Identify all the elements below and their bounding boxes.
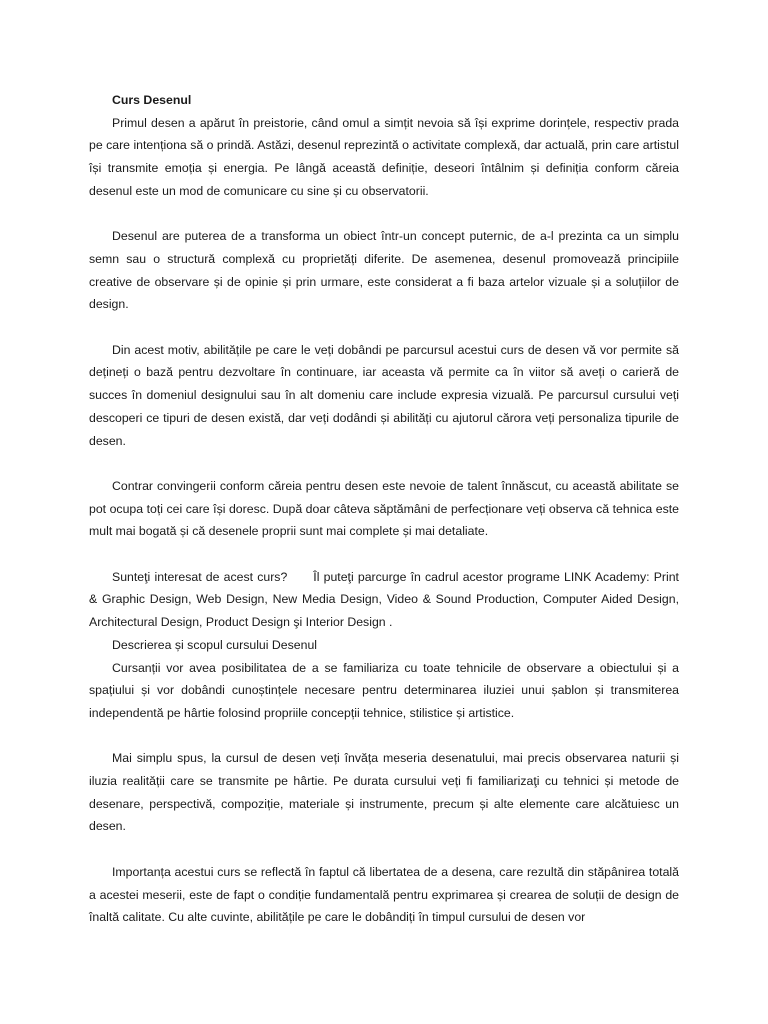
paragraph-talent: Contrar convingerii conform căreia pentru desen este nevoie de talent înnăscut, cu această abilitate se pot ocupa toți cei care își doresc. După doar câteva săptămâni de perfecționare veți observa că tehnica este mult mai bogată și că desenele proprii sunt mai complete și mai detaliate. [89,478,679,539]
paragraph-programs [89,566,679,634]
paragraph-intro: Primul desen a apărut în preistorie, când omul a simțit nevoia să își exprime dorințele, respectiv prada pe care intenționa să o prindă. Astăzi, desenul reprezintă o activitate complexă, dar actuală, prin care artistul își transmite emoția și energia. Pe lângă această definiție, deseori întâlnim și definiția conform căreia desenul este un mod de comunicare cu sine și cu observatorii. [89,115,679,198]
document-title: Curs Desenul [112,93,192,107]
section-heading-description: Descrierea și scopul cursului Desenul [112,637,318,652]
paragraph-gap [89,838,679,861]
paragraph-motive: Din acest motiv, abilitățile pe care le veți dobândi pe parcursul acestui curs de desen vă vor permite să dețineți o bază pentru dezvoltare în continuare, iar aceasta vă permite ca în viitor să aveți o carieră de succes în domeniul designului sau în alt domeniu care include expresia vizuală. Pe parcursul cursului veți descoperi ce tipuri de desen există, dar veți dodândi și abilități cu ajutorul cărora veți personaliza tipurile de desen. [89,342,679,448]
paragraph-gap [89,316,679,339]
programs-question: Sunteţi interesat de acest curs? [112,569,288,584]
paragraph-trainees: Cursanții vor avea posibilitatea de a se familiariza cu toate tehnicile de observare a obiectului și a spațiului și vor dobândi cunoștințele necesare pentru determinarea iluziei unui șablon și transmiterea independentă pe hârtie folosind propriile concepții tehnice, stilistice și artistice. [89,660,679,720]
document-page [89,89,679,929]
programs-list: Îl puteţi parcurge în cadrul acestor programe LINK Academy: Print & Graphic Design, Web Design, New Media Design, Video & Sound Production, Computer Aided Design, Architectural Design, Product Design şi Interior Design . [89,569,679,630]
paragraph-importance: Importanța acestui curs se reflectă în faptul că libertatea de a desena, care rezultă din stăpânirea totală a acestei meserii, este de fapt o condiție fundamentală pentru exprimarea și crearea de soluții de design de înaltă calitate. Cu alte cuvinte, abilitățile pe care le dobândiți în timpul cursului de desen vor [89,864,679,925]
paragraph-simply: Mai simplu spus, la cursul de desen veți învăța meseria desenatului, mai precis observarea naturii și iluzia realității care se transmite pe hârtie. Pe durata cursului veți fi familiarizaţi cu tehnici și metode de desenare, perspectivă, compoziție, materiale și instrumente, precum și alte elemente care alcătuiesc un desen. [89,751,679,834]
paragraph-gap [89,725,679,748]
paragraph-gap [89,452,679,475]
paragraph-power: Desenul are puterea de a transforma un obiect într-un concept puternic, de a-l prezinta ca un simplu semn sau o structură complexă cu proprietăți diferite. De asemenea, desenul promovează principiile creative de observare și de opinie și prin urmare, este considerat a fi baza artelor vizuale și a soluțiilor de design. [89,229,679,312]
paragraph-gap [89,203,679,226]
paragraph-gap [89,543,679,566]
